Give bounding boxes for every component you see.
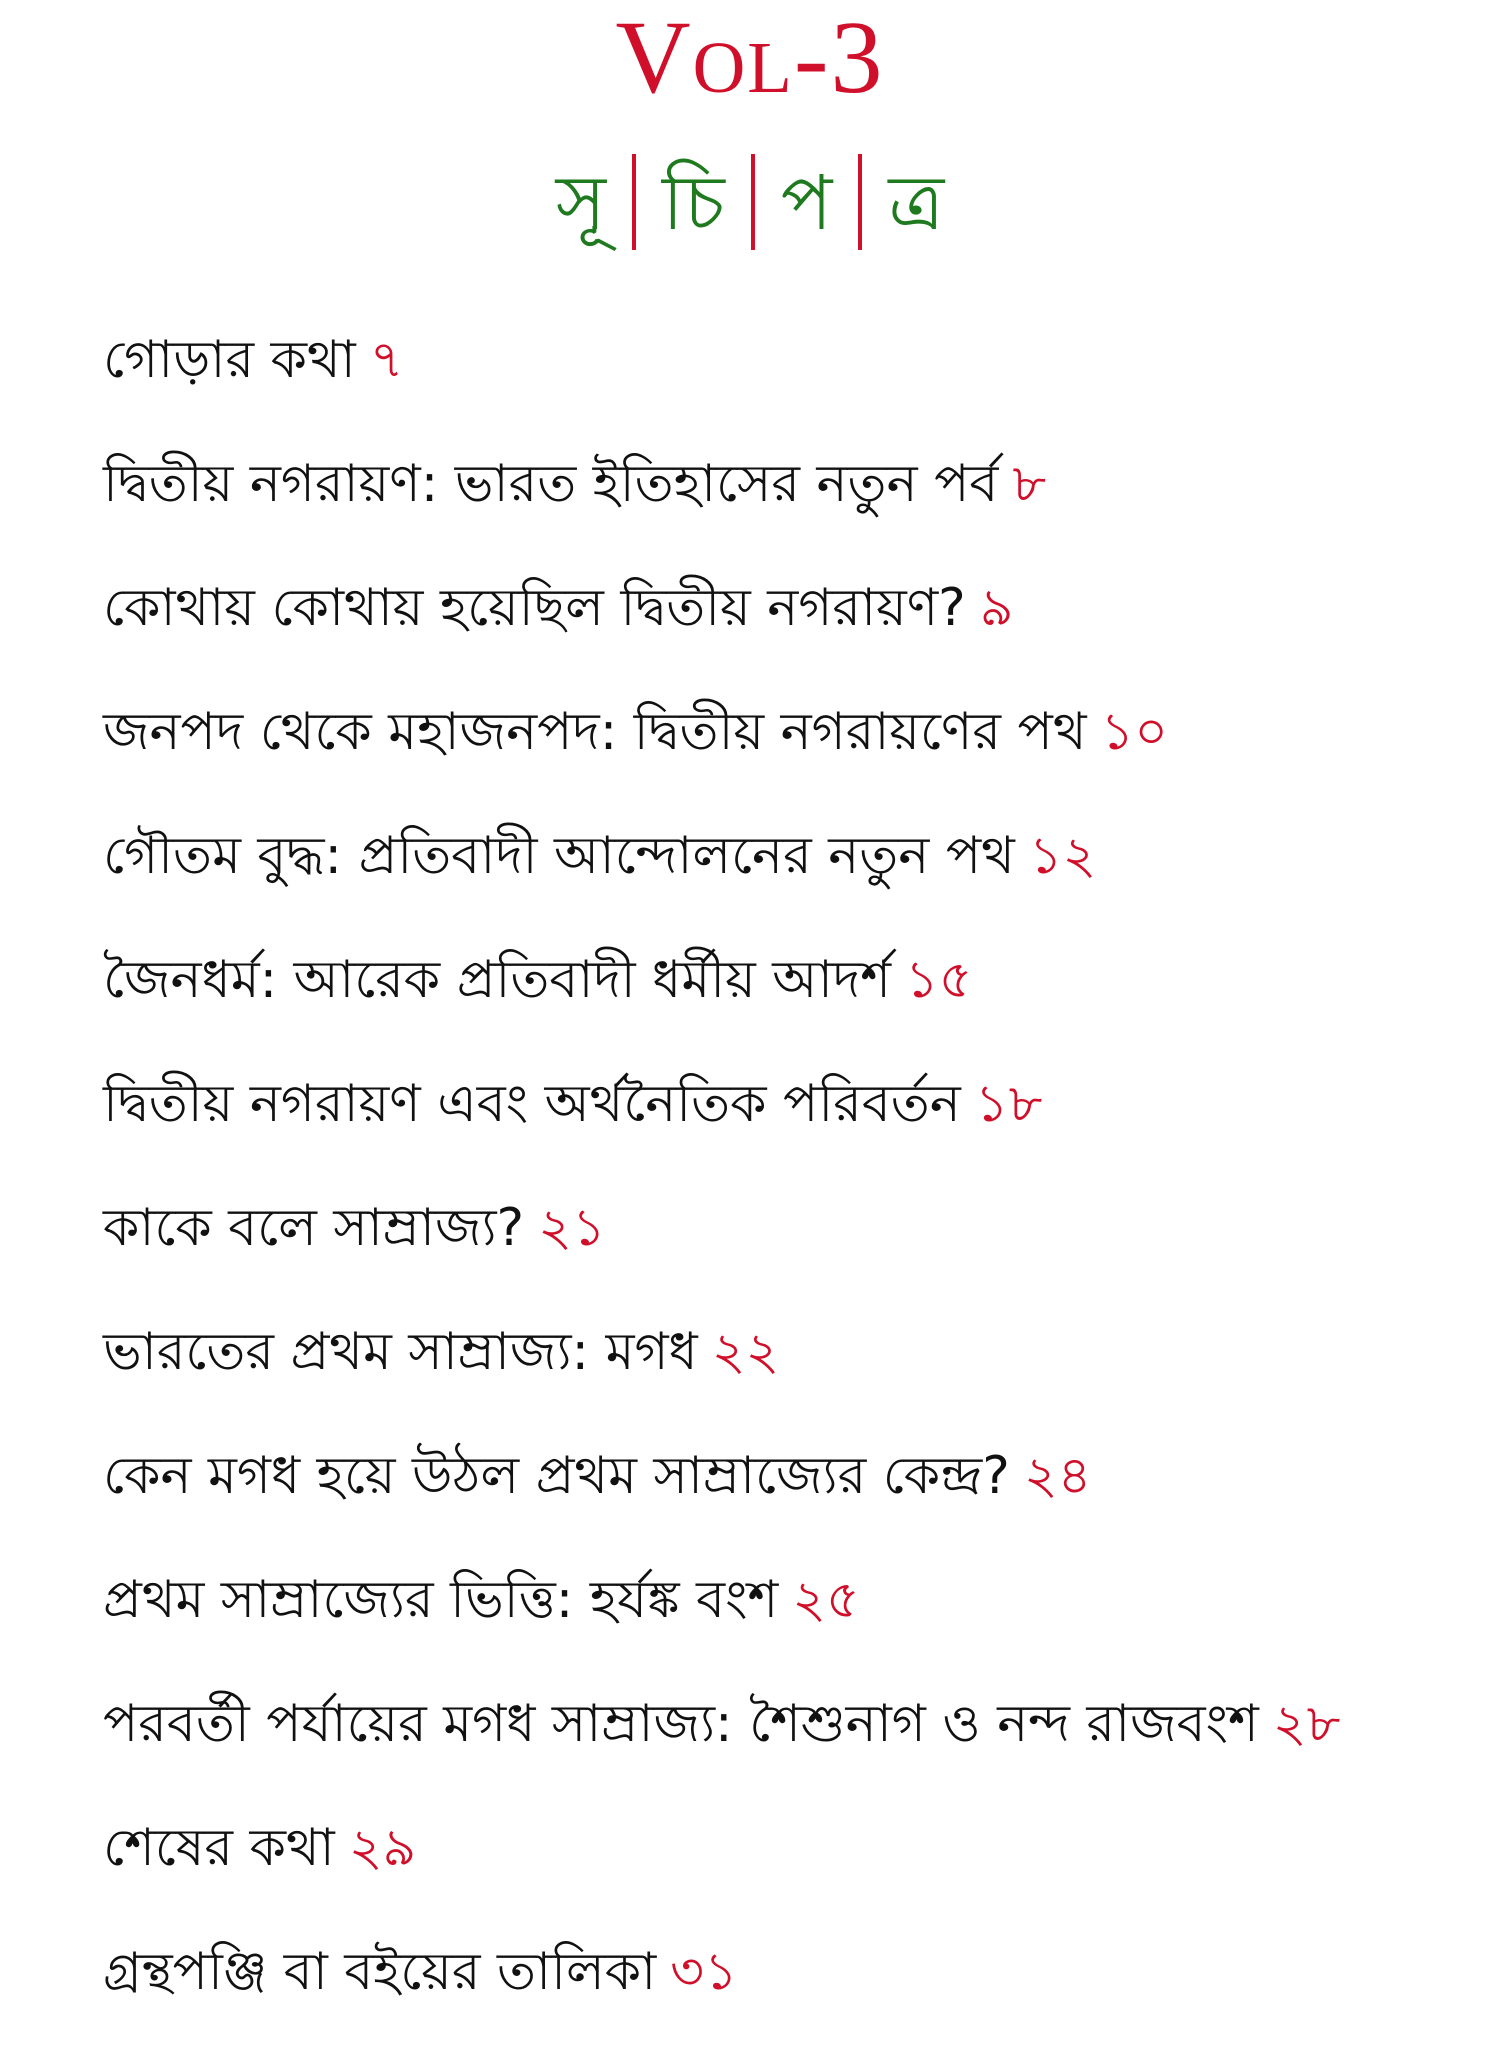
- toc-entry-title: কাকে বলে সাম্রাজ্য?: [103, 1198, 525, 1258]
- toc-entry-title: জৈনধর্ম: আরেক প্রতিবাদী ধর্মীয় আদর্শ: [103, 950, 891, 1010]
- toc-entry-page: ১০: [1100, 702, 1169, 762]
- toc-entry-page: ৭: [369, 330, 404, 390]
- toc-entry: [103, 1178, 1483, 1302]
- toc-entry-title: জনপদ থেকে মহাজনপদ: দ্বিতীয় নগরায়ণের পথ: [103, 702, 1087, 762]
- contents-heading-letter: প: [780, 158, 833, 247]
- toc-entry: [103, 1302, 1483, 1426]
- toc-entry-title: কেন মগধ হয়ে উঠল প্রথম সাম্রাজ্যের কেন্দ্র?: [103, 1446, 1010, 1506]
- volume-title: Vol-3: [615, 0, 885, 115]
- toc-entry: [103, 434, 1483, 558]
- toc-entry-page: ২৪: [1023, 1446, 1092, 1506]
- toc-entry: [103, 1426, 1483, 1550]
- toc-entry: [103, 1674, 1483, 1798]
- heading-separator: [632, 154, 636, 250]
- toc-entry-title: শেষের কথা: [103, 1818, 335, 1878]
- toc-entry-page: ২৮: [1272, 1694, 1341, 1754]
- toc-entry: [103, 806, 1483, 930]
- toc-entry-page: ২২: [711, 1322, 780, 1382]
- contents-heading: [0, 148, 1500, 258]
- toc-entry-title: গ্রন্থপঞ্জি বা বইয়ের তালিকা: [103, 1942, 657, 2002]
- toc-entry: [103, 682, 1483, 806]
- toc-entry-page: ১৮: [974, 1074, 1043, 1134]
- toc-entry-title: পরবর্তী পর্যায়ের মগধ সাম্রাজ্য: শৈশুনাগ ও নন্দ রাজবংশ: [103, 1694, 1259, 1754]
- table-of-contents: [103, 310, 1483, 2046]
- toc-entry-page: ১৫: [904, 950, 973, 1010]
- toc-entry: [103, 558, 1483, 682]
- toc-entry-page: ১২: [1028, 826, 1097, 886]
- contents-heading-letter: সূ: [555, 158, 606, 247]
- toc-entry-title: প্রথম সাম্রাজ্যের ভিত্তি: হর্যঙ্ক বংশ: [103, 1570, 779, 1630]
- toc-entry: [103, 930, 1483, 1054]
- toc-entry: [103, 1922, 1483, 2046]
- toc-entry-page: ৮: [1012, 454, 1047, 514]
- toc-entry-title: গৌতম বুদ্ধ: প্রতিবাদী আন্দোলনের নতুন পথ: [103, 826, 1015, 886]
- toc-entry-page: ২৫: [792, 1570, 860, 1630]
- toc-entry-page: ৩১: [670, 1942, 738, 2002]
- toc-entry-title: ভারতের প্রথম সাম্রাজ্য: মগধ: [103, 1322, 698, 1382]
- toc-entry-page: ২১: [538, 1198, 606, 1258]
- toc-entry: [103, 310, 1483, 434]
- toc-entry: [103, 1054, 1483, 1178]
- heading-separator: [751, 154, 755, 250]
- toc-entry-page: ২৯: [348, 1818, 417, 1878]
- contents-heading-letter: ত্র: [888, 158, 945, 247]
- toc-entry: [103, 1798, 1483, 1922]
- toc-entry-title: দ্বিতীয় নগরায়ণ এবং অর্থনৈতিক পরিবর্তন: [103, 1074, 961, 1134]
- contents-heading-letter: চি: [662, 158, 725, 247]
- heading-separator: [858, 154, 862, 250]
- toc-entry: [103, 1550, 1483, 1674]
- toc-entry-title: কোথায় কোথায় হয়েছিল দ্বিতীয় নগরায়ণ?: [103, 578, 966, 638]
- toc-entry-page: ৯: [979, 578, 1014, 638]
- toc-entry-title: গোড়ার কথা: [103, 330, 356, 390]
- toc-entry-title: দ্বিতীয় নগরায়ণ: ভারত ইতিহাসের নতুন পর্ব: [103, 454, 999, 514]
